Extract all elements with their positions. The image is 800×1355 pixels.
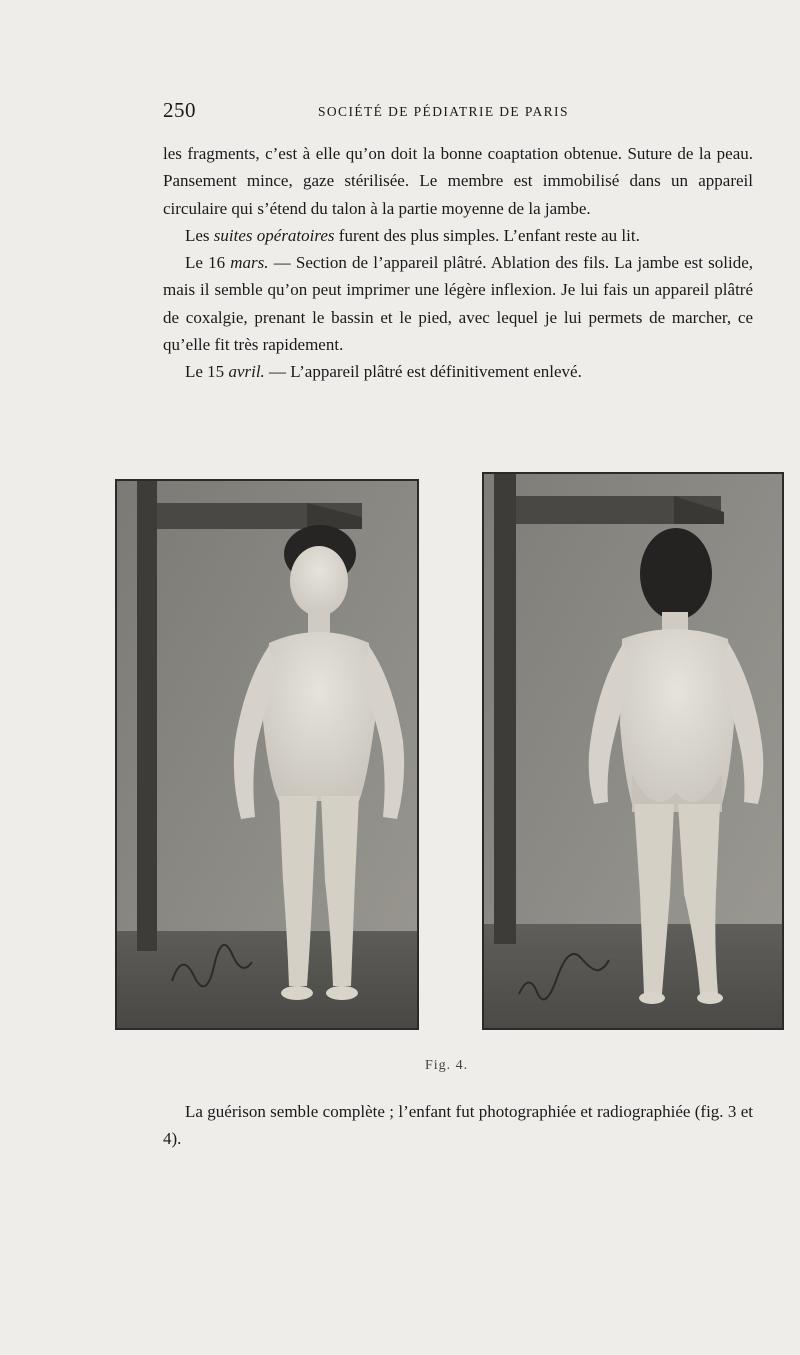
para2-rest: furent des plus simples. L’enfant reste au lit. bbox=[338, 225, 640, 245]
body-text bbox=[163, 140, 753, 386]
para3-lead: Le 16 bbox=[185, 253, 226, 273]
para2-emphasis: suites opératoires bbox=[213, 225, 335, 245]
conclusion-text bbox=[163, 1098, 753, 1153]
paragraph-1: les fragments, c’est à elle qu’on doit la bonne coaptation obtenue. Suture de la peau. Pansement mince, gaze stérilisée. Le membre est immobilisé dans un appareil circulaire qui s’étend du talon à la partie moyenne de la jambe. bbox=[163, 144, 753, 218]
page-header bbox=[163, 98, 753, 128]
paragraph-4 bbox=[163, 358, 753, 385]
para3-rest: — Section de l’appareil plâtré. Ablation des fils. La jambe est solide, mais il semble qu’on peut imprimer une légère inflexion. Je lui fais un appareil plâtré de coxalgie, prenant le bassin et le pied, avec lequel je lui permets de marcher, ce qu’elle fit très rapidement. bbox=[163, 253, 754, 355]
photo-front-view bbox=[115, 479, 419, 1030]
page-number: 250 bbox=[163, 98, 196, 122]
running-head: SOCIÉTÉ DE PÉDIATRIE DE PARIS bbox=[318, 104, 569, 119]
para4-rest: — L’appareil plâtré est définitivement enlevé. bbox=[269, 362, 582, 382]
paragraph-2 bbox=[163, 222, 753, 249]
para2-lead: Les bbox=[185, 225, 210, 245]
figure-label: Fig. 4. bbox=[425, 1058, 469, 1073]
photo-back-svg bbox=[484, 474, 782, 1028]
para4-lead: Le 15 bbox=[185, 362, 225, 382]
photo-front-svg bbox=[117, 481, 417, 1028]
para4-emphasis: avril. bbox=[228, 362, 265, 382]
paragraph-3 bbox=[163, 249, 753, 358]
conclusion-paragraph: La guérison semble complète ; l’enfant fut photographiée et radiographiée (fig. 3 et 4). bbox=[163, 1102, 753, 1149]
para3-emphasis: mars. bbox=[230, 253, 269, 273]
photo-back-view bbox=[482, 472, 784, 1030]
